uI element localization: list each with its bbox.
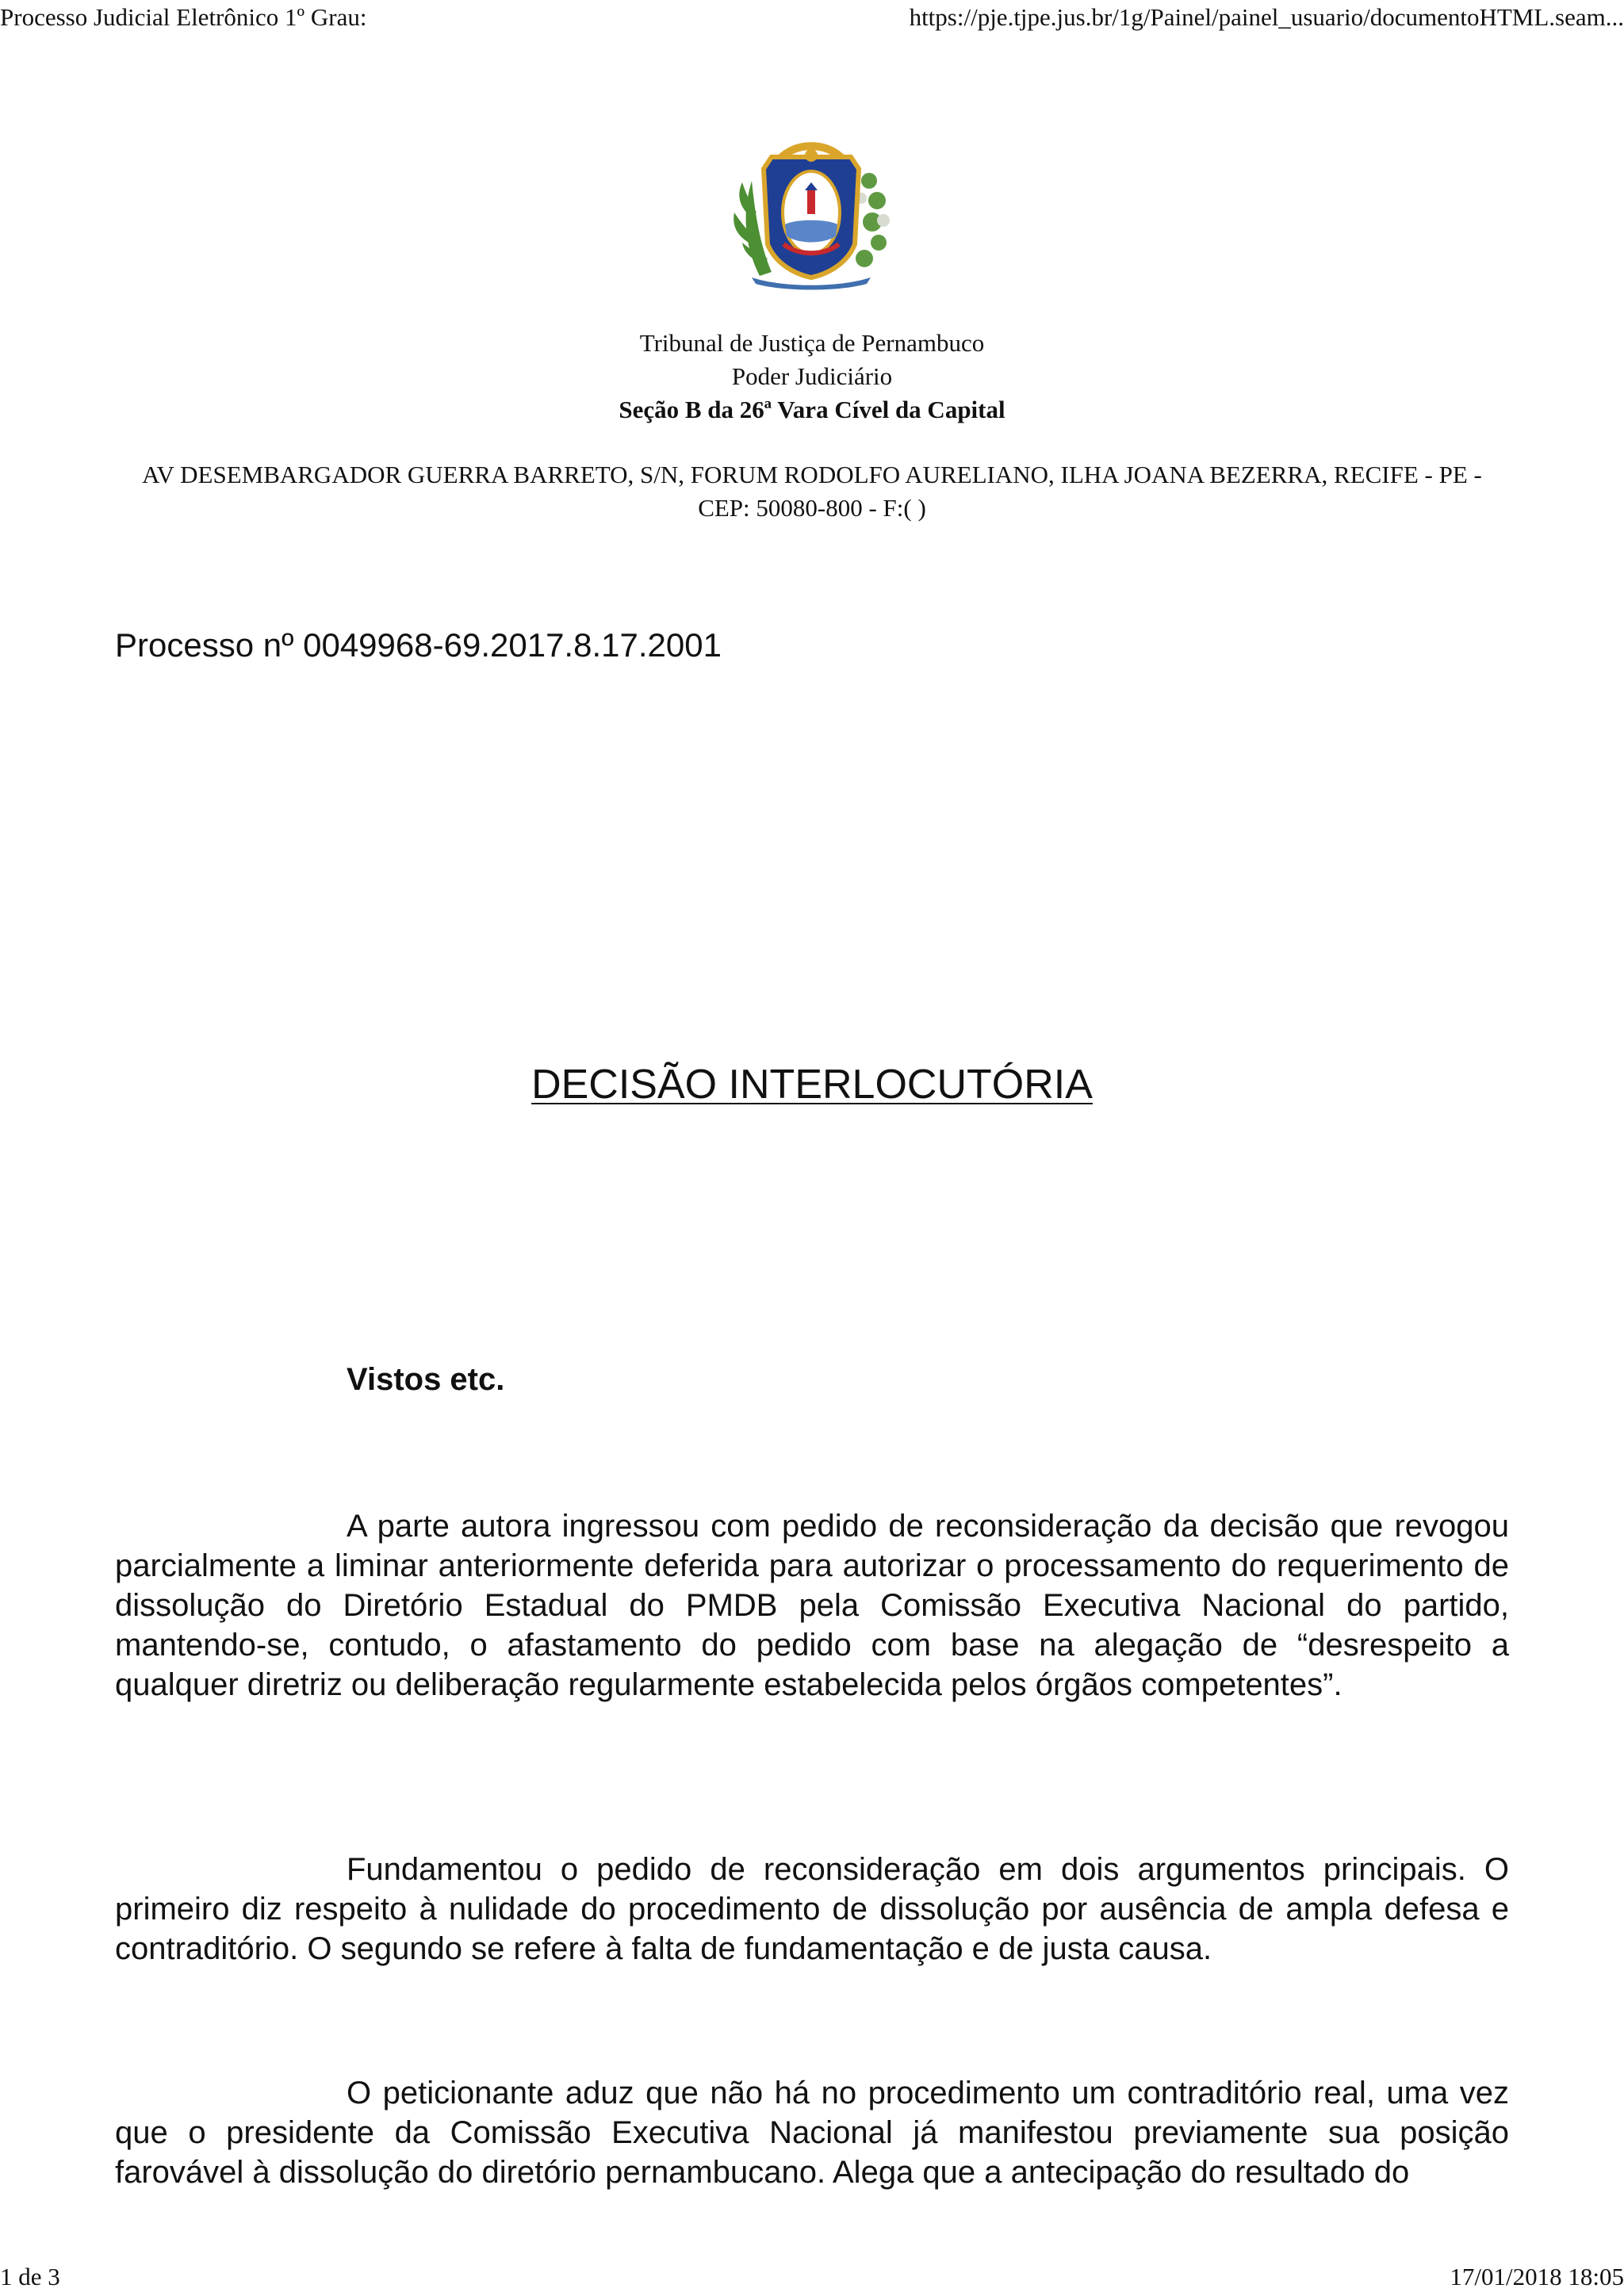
print-header-title: Processo Judicial Eletrônico 1º Grau: — [0, 3, 367, 31]
pernambuco-coat-of-arms-icon — [728, 125, 894, 292]
paragraph-2: Fundamentou o pedido de reconsideração em dois argumentos principais. O primeiro diz respeito à nulidade do procedimento de dissolução por ausência de ampla defesa e contraditório. O segundo se refere à falta de fundamentação e de justa causa. — [115, 1852, 1509, 1966]
print-footer-page: 1 de 3 — [0, 2263, 60, 2290]
document-title — [0, 1061, 1624, 1108]
cotton-branch-icon — [856, 173, 890, 267]
court-address: AV DESEMBARGADOR GUERRA BARRETO, S/N, FORUM RODOLFO AURELIANO, ILHA JOANA BEZERRA, RECIFE - PE - CEP: 50080-800 - F:( ) — [142, 461, 1482, 522]
court-division: Seção B da 26ª Vara Cível da Capital — [619, 396, 1005, 423]
paragraph-3: O peticionante aduz que não há no procedimento um contraditório real, uma vez que o presidente da Comissão Executiva Nacional já manifestou previamente sua posição farovável à dissolução do diretório pernambucano. Alega que a antecipação do resultado do — [115, 2076, 1509, 2190]
court-header — [0, 327, 1624, 427]
salutation: Vistos etc. — [347, 1362, 505, 1397]
court-name: Tribunal de Justiça de Pernambuco — [639, 329, 985, 357]
paragraph-1: A parte autora ingressou com pedido de reconsideração da decisão que revogou parcialmente a liminar anteriormente deferida para autorizar o processamento do requerimento de dissolução do Diretório Estadual do PMDB pela Comissão Executiva Nacional do partido, mantendo-se, contudo, o afastamento do pedido com base na alegação de “desrespeito a qualquer diretriz ou deliberação regularmente estabelecida pelos órgãos competentes”. — [115, 1509, 1509, 1702]
court-branch: Poder Judiciário — [731, 362, 893, 390]
document-title-text: DECISÃO INTERLOCUTÓRIA — [531, 1062, 1093, 1108]
process-number: Processo nº 0049968-69.2017.8.17.2001 — [115, 626, 722, 664]
print-header-url: https://pje.tjpe.jus.br/1g/Painel/painel_usuario/documentoHTML.seam... — [909, 3, 1624, 31]
print-footer-datetime: 17/01/2018 18:05 — [1450, 2263, 1624, 2290]
